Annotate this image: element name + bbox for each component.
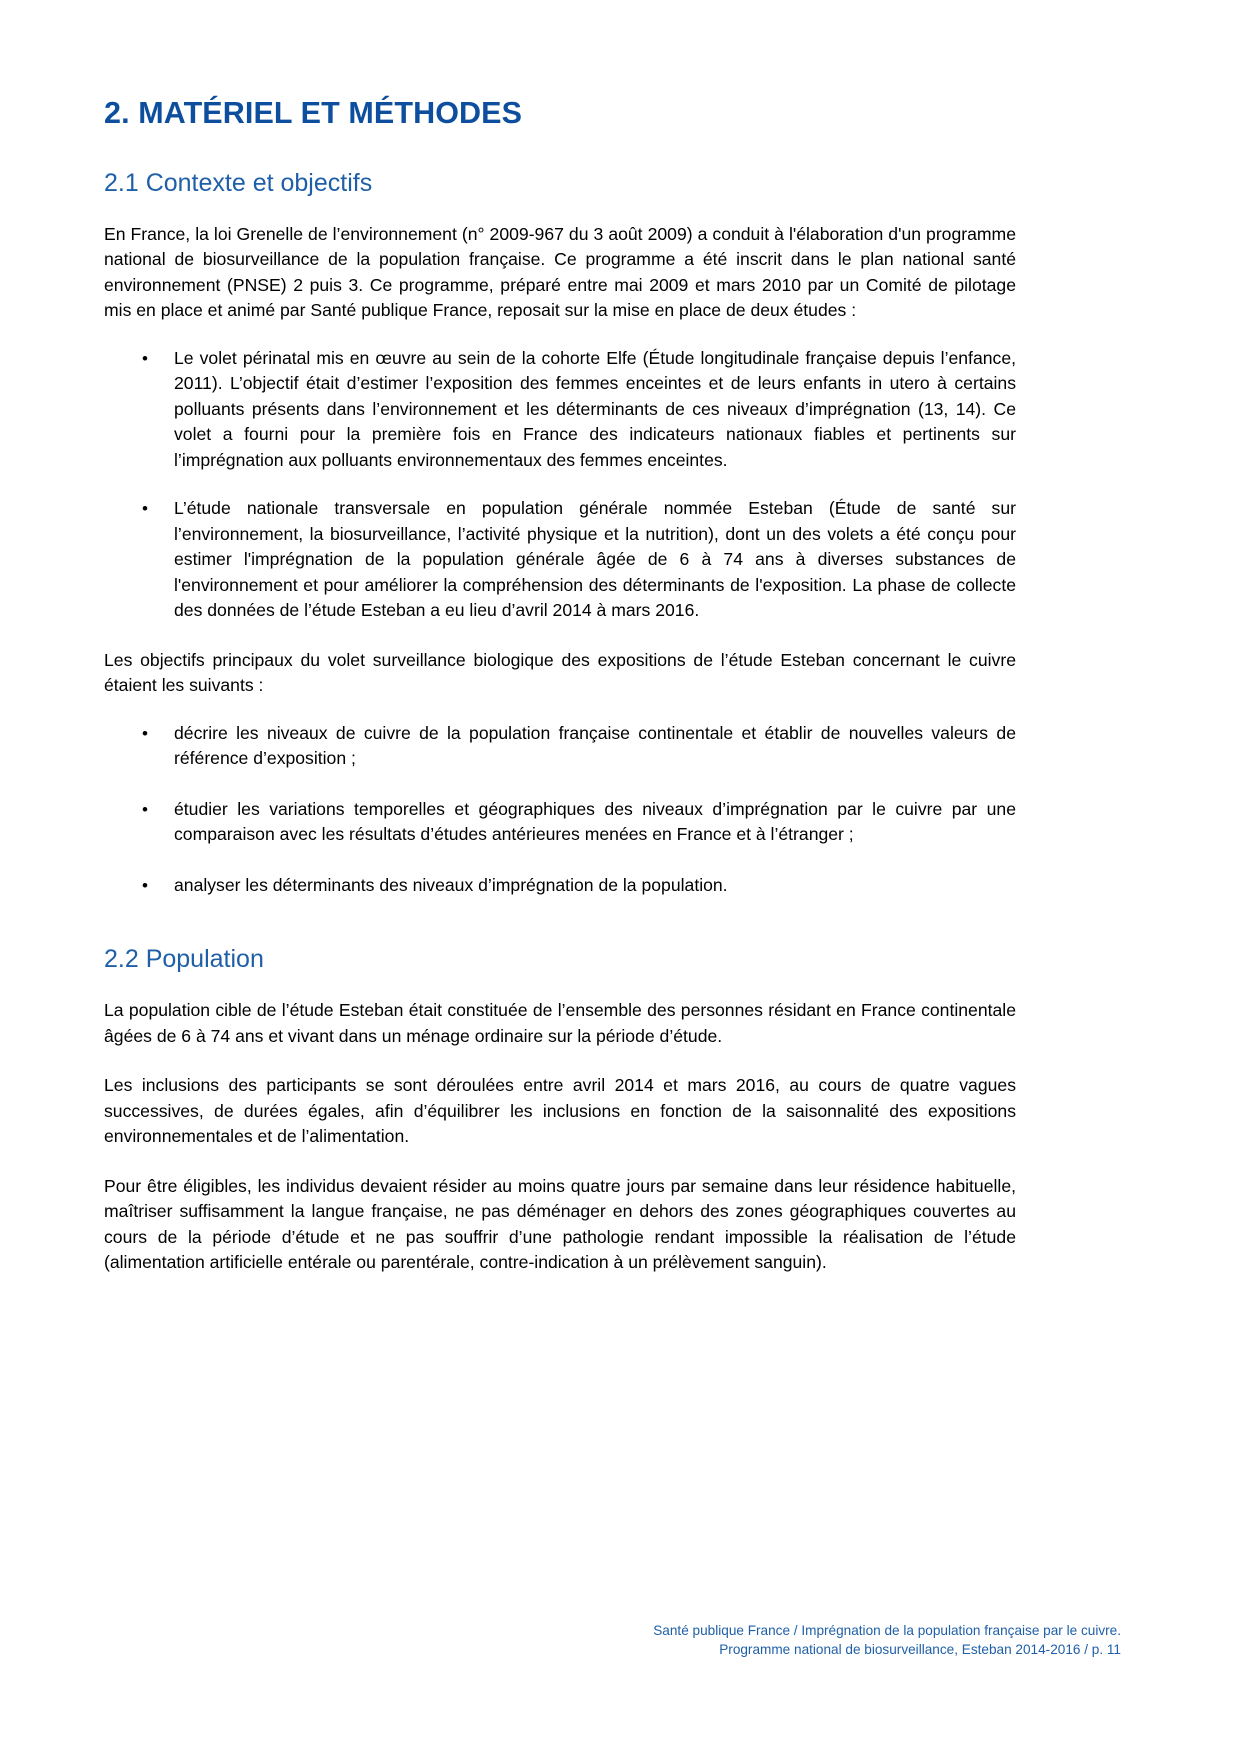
objectives-paragraph: Les objectifs principaux du volet surveillance biologique des expositions de l’étude Esteban concernant le cuivre étaient les suivants : xyxy=(104,649,1016,696)
page-footer xyxy=(0,1621,1241,1659)
list-item xyxy=(104,346,1016,474)
footer-line-2: Programme national de biosurveillance, Esteban 2014-2016 / p. 11 xyxy=(719,1642,1121,1657)
bullet-icon: • xyxy=(142,723,148,743)
chapter-title: 2. MATÉRIEL ET MÉTHODES xyxy=(104,96,523,130)
population-paragraph-1: La population cible de l’étude Esteban était constituée de l’ensemble des personnes résidant en France continentale âgées de 6 à 74 ans et vivant dans un ménage ordinaire sur la période d’étude. xyxy=(104,1000,1016,1046)
list-item-text: Le volet périnatal mis en œuvre au sein de la cohorte Elfe (Étude longitudinale française depuis l’enfance, 2011). L’objectif était d’estimer l’exposition des femmes enceintes et de leurs enfants in utero à certains polluants présents dans l’environnement et les déterminants de ces niveaux d’imprégnation (13, 14). Ce volet a fourni pour la première fois en France des indicateurs nationaux fiables et pertinents sur l’imprégnation aux polluants environnementaux des femmes enceintes. xyxy=(174,347,1016,470)
bullet-icon: • xyxy=(142,499,148,519)
list-item-text: L’étude nationale transversale en population générale nommée Esteban (Étude de santé sur l’environnement, la biosurveillance, l’activité physique et la nutrition), dont un des volets a été conçu pour estimer l'imprégnation de la population générale âgée de 6 à 74 ans à diverses substances de l'environnement et pour améliorer la compréhension des déterminants de l'exposition. La phase de collecte des données de l’étude Esteban a eu lieu d’avril 2014 à mars 2016. xyxy=(174,498,1016,621)
bullet-icon: • xyxy=(142,799,148,819)
list-item xyxy=(104,721,1016,772)
section-title-2-1: 2.1 Contexte et objectifs xyxy=(104,168,373,197)
section-title-2-2: 2.2 Population xyxy=(104,945,264,974)
objective-bullet-list xyxy=(104,721,1016,899)
list-item-text: décrire les niveaux de cuivre de la population française continentale et établir de nouvelles valeurs de référence d’exposition ; xyxy=(174,722,1016,769)
list-item-text: étudier les variations temporelles et géographiques des niveaux d’imprégnation par le cuivre par une comparaison avec les résultats d’études antérieures menées en France et à l’étranger ; xyxy=(174,798,1016,845)
intro-paragraph: En France, la loi Grenelle de l’environnement (n° 2009-967 du 3 août 2009) a conduit à l'élaboration d'un programme national de biosurveillance de la population française. Ce programme a été inscrit dans le plan national santé environnement (PNSE) 2 puis 3. Ce programme, préparé entre mai 2009 et mars 2010 par un Comité de pilotage mis en place et animé par Santé publique France, reposait sur la mise en place de deux études : xyxy=(104,223,1016,321)
list-item-text: analyser les déterminants des niveaux d’imprégnation de la population. xyxy=(174,874,728,895)
population-paragraph-2: Les inclusions des participants se sont déroulées entre avril 2014 et mars 2016, au cours de quatre vagues successives, de durées égales, afin d’équilibrer les inclusions en fonction de la saisonnalité des expositions environnementales et de l’alimentation. xyxy=(104,1075,1016,1147)
bullet-icon: • xyxy=(142,348,148,368)
list-item xyxy=(104,873,1016,899)
population-paragraph-3: Pour être éligibles, les individus devaient résider au moins quatre jours par semaine dans leur résidence habituelle, maîtriser suffisamment la langue française, ne pas déménager en dehors des zones géographiques couvertes au cours de la période d’étude et ne pas souffrir d’une pathologie rendant impossible la réalisation de l’étude (alimentation artificielle entérale ou parentérale, contre-indication à un prélèvement sanguin). xyxy=(104,1175,1016,1273)
study-bullet-list xyxy=(104,346,1016,624)
bullet-icon: • xyxy=(142,875,148,895)
list-item xyxy=(104,496,1016,624)
list-item xyxy=(104,797,1016,848)
footer-line-1: Santé publique France / Imprégnation de la population française par le cuivre. xyxy=(653,1623,1121,1638)
page-content xyxy=(104,96,1016,1276)
